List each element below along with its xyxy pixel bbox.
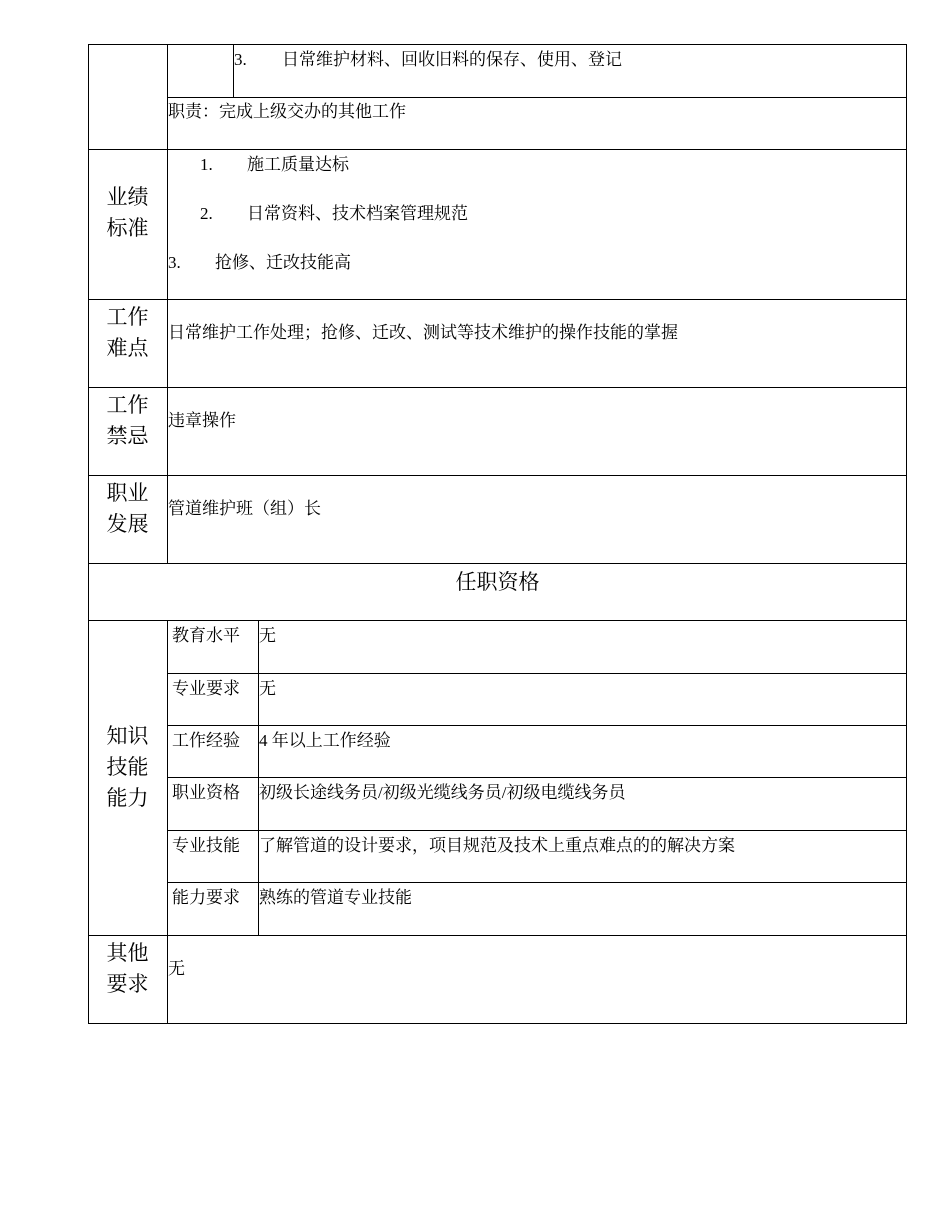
knowledge-key: 教育水平 (172, 626, 240, 645)
knowledge-key: 能力要求 (172, 888, 240, 907)
knowledge-value: 初级长途线务员/初级光缆线务员/初级电缆线务员 (259, 783, 626, 802)
career-text: 管道维护班（组）长 (168, 499, 321, 518)
label-line: 能力 (106, 786, 149, 810)
knowledge-value: 无 (259, 679, 276, 698)
label-line: 职业 (106, 481, 149, 505)
list-number: 3. (234, 50, 247, 69)
list-text: 日常维护材料、回收旧料的保存、使用、登记 (282, 50, 622, 69)
list-number: 3. (168, 253, 181, 272)
knowledge-value: 熟练的管道专业技能 (259, 888, 412, 907)
row-divider (88, 299, 907, 300)
row-divider (167, 97, 907, 98)
qualifications-title: 任职资格 (455, 570, 540, 594)
row-divider (167, 830, 907, 831)
label-line: 要求 (106, 972, 149, 996)
difficulty-text: 日常维护工作处理；抢修、迁改、测试等技术维护的操作技能的掌握 (168, 323, 678, 342)
row-divider (88, 149, 907, 150)
duty-item-3 (234, 49, 622, 71)
label-line: 知识 (106, 724, 149, 748)
list-number: 1. (200, 155, 213, 174)
label-line: 工作 (106, 393, 149, 417)
knowledge-label (88, 721, 167, 814)
label-line: 难点 (106, 336, 149, 360)
career-label (88, 478, 167, 540)
label-line: 标准 (106, 216, 149, 240)
performance-label (88, 182, 167, 244)
other-label (88, 938, 167, 1000)
label-line: 技能 (106, 755, 149, 779)
performance-item-1 (200, 154, 349, 176)
row-divider (167, 725, 907, 726)
knowledge-value: 无 (259, 626, 276, 645)
row-divider (88, 935, 907, 936)
table-border-top (88, 44, 907, 45)
label-line: 业绩 (106, 185, 149, 209)
knowledge-key: 专业技能 (172, 836, 240, 855)
row-divider (167, 882, 907, 883)
knowledge-key: 职业资格 (172, 783, 240, 802)
knowledge-value: 了解管道的设计要求，项目规范及技术上重点难点的的解决方案 (259, 836, 735, 855)
list-text: 抢修、迁改技能高 (215, 253, 351, 272)
difficulty-label (88, 302, 167, 364)
knowledge-value: 4 年以上工作经验 (259, 731, 391, 750)
label-line: 发展 (106, 512, 149, 536)
table-border-right (906, 44, 907, 1024)
row-divider (88, 475, 907, 476)
list-text: 施工质量达标 (247, 155, 349, 174)
list-number: 2. (200, 204, 213, 223)
performance-item-3 (168, 252, 351, 274)
other-text: 无 (168, 959, 185, 978)
knowledge-key: 工作经验 (172, 731, 240, 750)
list-text: 日常资料、技术档案管理规范 (247, 204, 468, 223)
row-divider (167, 673, 907, 674)
label-line: 其他 (106, 941, 149, 965)
row-divider (167, 777, 907, 778)
duty-other-text: 职责：完成上级交办的其他工作 (168, 102, 406, 121)
row-divider (88, 563, 907, 564)
knowledge-key: 专业要求 (172, 679, 240, 698)
row-divider (88, 387, 907, 388)
taboo-label (88, 390, 167, 452)
label-line: 禁忌 (106, 424, 149, 448)
performance-item-2 (200, 203, 468, 225)
taboo-text: 违章操作 (168, 411, 236, 430)
label-line: 工作 (106, 305, 149, 329)
table-border-bottom (88, 1023, 907, 1024)
row-divider (88, 620, 907, 621)
